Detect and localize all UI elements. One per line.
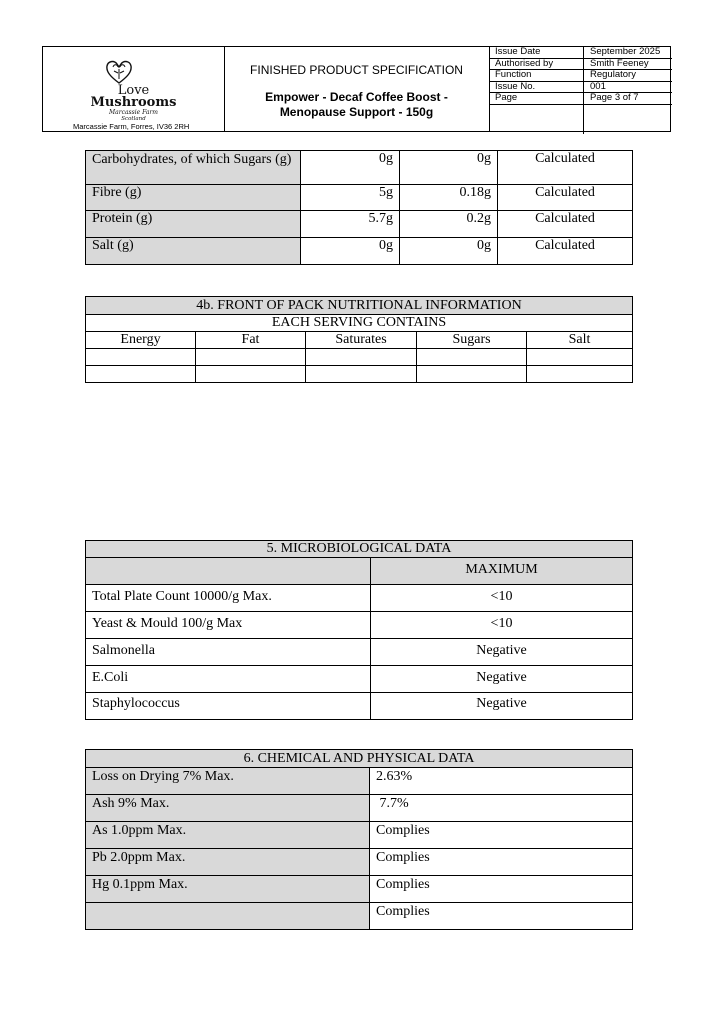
column-header: Salt xyxy=(527,332,633,349)
method-value: Calculated xyxy=(498,185,633,211)
nutrient-label: Protein (g) xyxy=(86,211,301,238)
per-serving-value: 0g xyxy=(400,238,498,265)
company-address: Marcassie Farm, Forres, IV36 2RH xyxy=(73,122,190,131)
meta-value-empty xyxy=(584,104,673,134)
test-label: Ash 9% Max. xyxy=(86,795,370,822)
table-row xyxy=(86,585,633,612)
table-row xyxy=(86,612,633,639)
test-label: E.Coli xyxy=(86,666,371,693)
per-100g-value: 0g xyxy=(301,238,400,265)
chemical-physical-table xyxy=(85,749,633,930)
method-value: Calculated xyxy=(498,151,633,185)
test-value: <10 xyxy=(371,612,633,639)
method-value: Calculated xyxy=(498,238,633,265)
test-label: Staphylococcus xyxy=(86,693,371,720)
test-label: As 1.0ppm Max. xyxy=(86,822,370,849)
method-value: Calculated xyxy=(498,211,633,238)
table-row xyxy=(86,903,633,930)
column-header: Sugars xyxy=(417,332,527,349)
test-label: Loss on Drying 7% Max. xyxy=(86,768,370,795)
document-meta-table xyxy=(489,47,672,134)
test-value: 2.63% xyxy=(370,768,633,795)
test-value: Complies xyxy=(370,849,633,876)
table-row xyxy=(86,185,633,211)
nutrient-label: Fibre (g) xyxy=(86,185,301,211)
table-row xyxy=(86,238,633,265)
meta-value: Regulatory xyxy=(584,70,673,82)
company-logo-block xyxy=(43,47,225,131)
test-label: Yeast & Mould 100/g Max xyxy=(86,612,371,639)
table-row xyxy=(86,849,633,876)
table-row xyxy=(86,876,633,903)
meta-key: Issue No. xyxy=(489,81,584,93)
meta-value: Page 3 of 7 xyxy=(584,93,673,105)
empty-row xyxy=(86,366,633,383)
per-100g-value: 0g xyxy=(301,151,400,185)
section-subtitle: EACH SERVING CONTAINS xyxy=(86,315,633,332)
test-value: Negative xyxy=(371,666,633,693)
table-row xyxy=(86,151,633,185)
table-row xyxy=(86,639,633,666)
nutrition-table xyxy=(85,150,633,265)
document-type: FINISHED PRODUCT SPECIFICATION xyxy=(250,63,463,77)
document-header xyxy=(42,46,671,132)
test-label xyxy=(86,903,370,930)
per-serving-value: 0.18g xyxy=(400,185,498,211)
section-title: 5. MICROBIOLOGICAL DATA xyxy=(86,541,633,558)
nutrient-label: Carbohydrates, of which Sugars (g) xyxy=(86,151,301,185)
column-header: Saturates xyxy=(306,332,417,349)
empty-row xyxy=(86,349,633,366)
meta-value: Smith Feeney xyxy=(584,58,673,70)
test-value: Negative xyxy=(371,639,633,666)
document-title-block xyxy=(224,47,490,131)
nutrient-label: Salt (g) xyxy=(86,238,301,265)
test-value: Complies xyxy=(370,876,633,903)
logo-line-2: Mushrooms xyxy=(90,95,177,110)
meta-key: Issue Date xyxy=(489,47,584,58)
column-header: Fat xyxy=(196,332,306,349)
table-row xyxy=(86,822,633,849)
table-row xyxy=(86,795,633,822)
logo-line-4: Scotland xyxy=(121,116,146,122)
test-label: Total Plate Count 10000/g Max. xyxy=(86,585,371,612)
test-value: <10 xyxy=(371,585,633,612)
front-of-pack-table xyxy=(85,296,633,383)
test-value: Complies xyxy=(370,822,633,849)
test-label: Salmonella xyxy=(86,639,371,666)
product-name: Empower - Decaf Coffee Boost - Menopause Support - 150g xyxy=(265,90,448,119)
column-header: Energy xyxy=(86,332,196,349)
column-header-row xyxy=(86,332,633,349)
column-header: MAXIMUM xyxy=(371,558,633,585)
per-serving-value: 0.2g xyxy=(400,211,498,238)
meta-value: September 2025 xyxy=(584,47,673,58)
per-100g-value: 5.7g xyxy=(301,211,400,238)
test-value: 7.7% xyxy=(370,795,633,822)
logo-line-3: Marcassie Farm xyxy=(109,109,158,116)
table-row xyxy=(86,768,633,795)
per-serving-value: 0g xyxy=(400,151,498,185)
section-title: 6. CHEMICAL AND PHYSICAL DATA xyxy=(86,750,633,768)
test-value: Negative xyxy=(371,693,633,720)
test-value: Complies xyxy=(370,903,633,930)
table-row xyxy=(86,211,633,238)
test-label: Hg 0.1ppm Max. xyxy=(86,876,370,903)
section-title: 4b. FRONT OF PACK NUTRITIONAL INFORMATION xyxy=(86,297,633,315)
test-label: Pb 2.0ppm Max. xyxy=(86,849,370,876)
header-blank-cell xyxy=(86,558,371,585)
per-100g-value: 5g xyxy=(301,185,400,211)
mushroom-logo-icon xyxy=(105,59,133,85)
meta-key: Authorised by xyxy=(489,58,584,70)
microbiological-table xyxy=(85,540,633,720)
meta-key: Function xyxy=(489,70,584,82)
table-row xyxy=(86,666,633,693)
logo-line-1: Love xyxy=(117,83,150,98)
meta-key: Page xyxy=(489,93,584,105)
table-row xyxy=(86,693,633,720)
meta-key-empty xyxy=(489,104,584,134)
meta-value: 001 xyxy=(584,81,673,93)
